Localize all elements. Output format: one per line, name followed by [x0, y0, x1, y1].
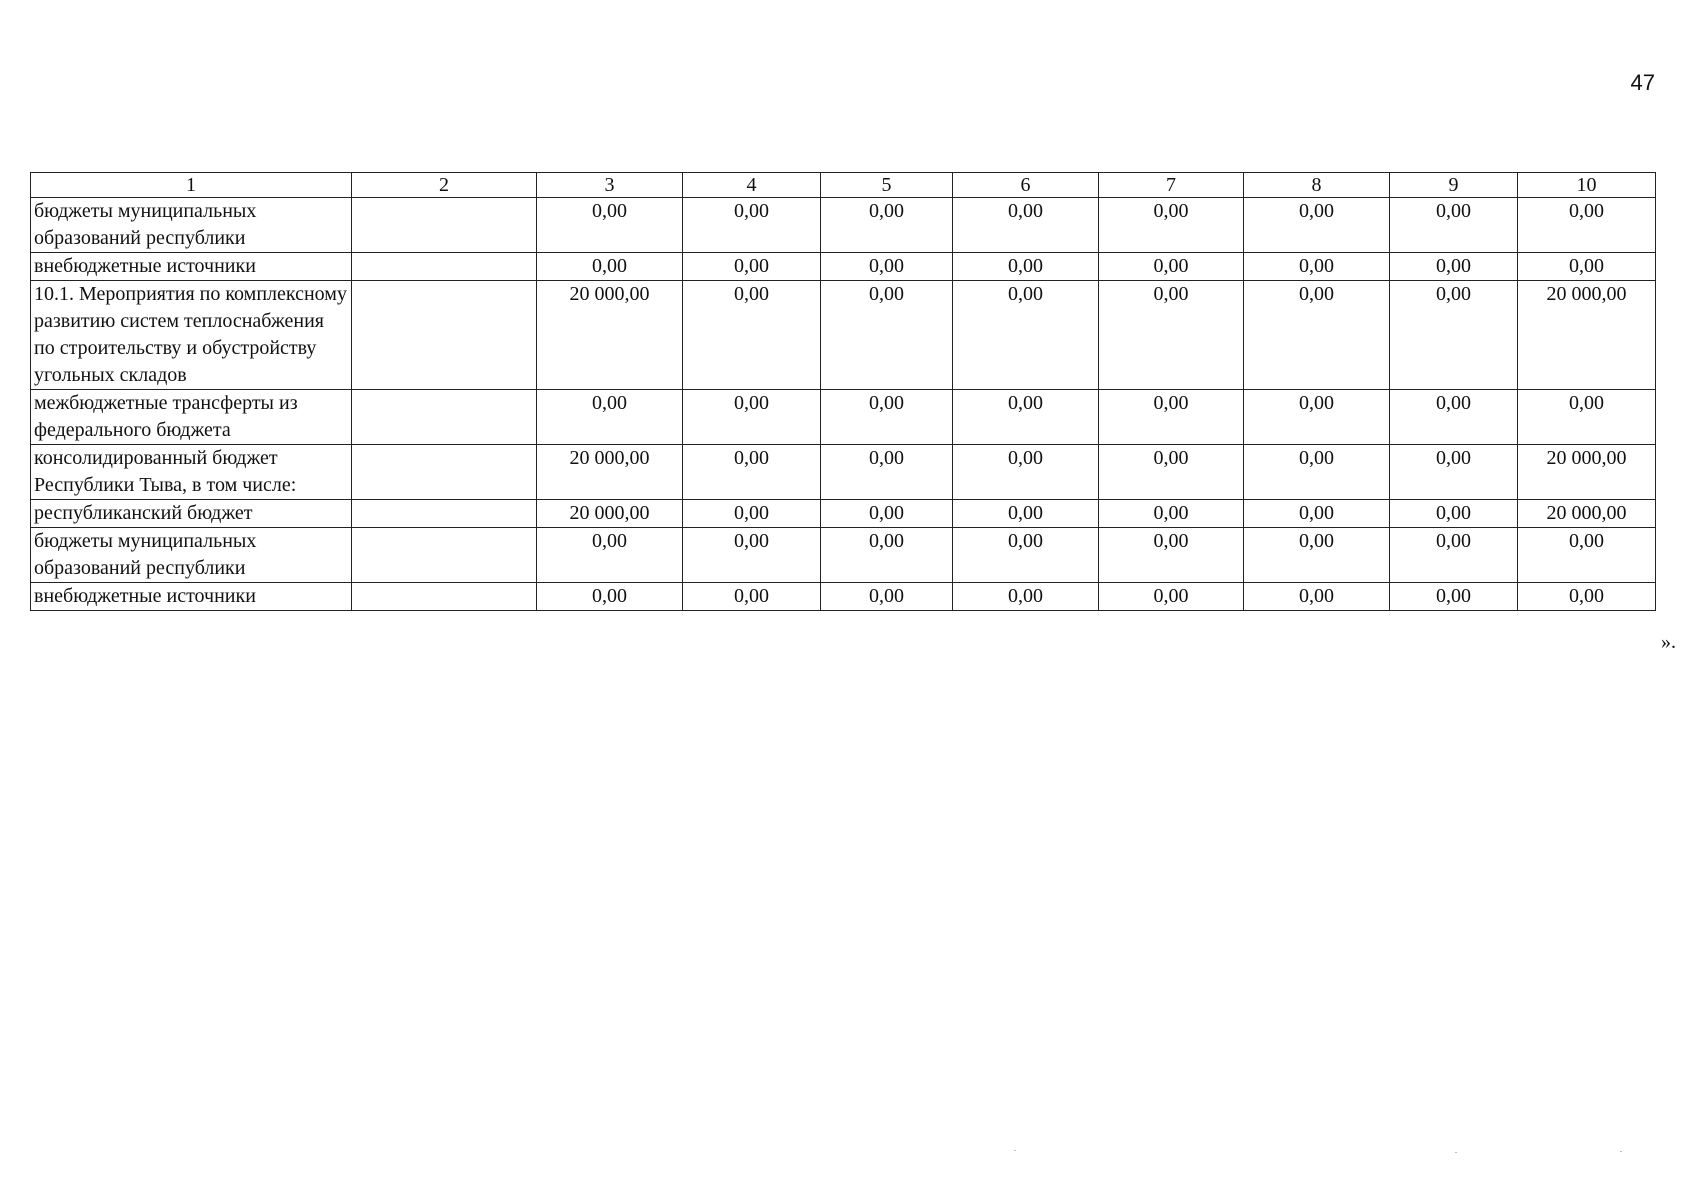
header-cell: 1 — [31, 173, 352, 198]
column-2-cell — [352, 445, 537, 500]
value-cell: 0,00 — [821, 445, 953, 500]
value-cell: 0,00 — [953, 253, 1099, 281]
value-cell: 0,00 — [1518, 528, 1656, 583]
table-row — [31, 253, 1656, 281]
value-cell: 0,00 — [1390, 198, 1518, 253]
value-cell: 0,00 — [1099, 445, 1244, 500]
value-cell: 0,00 — [821, 583, 953, 611]
header-cell: 2 — [352, 173, 537, 198]
value-cell: 0,00 — [953, 583, 1099, 611]
column-2-cell — [352, 528, 537, 583]
column-2-cell — [352, 390, 537, 445]
table-row — [31, 583, 1656, 611]
value-cell: 20 000,00 — [1518, 500, 1656, 528]
value-cell: 0,00 — [1244, 583, 1390, 611]
header-cell: 7 — [1099, 173, 1244, 198]
value-cell: 0,00 — [821, 390, 953, 445]
scan-speck — [1455, 1152, 1457, 1153]
value-cell: 0,00 — [537, 198, 683, 253]
value-cell: 0,00 — [1244, 528, 1390, 583]
header-cell: 6 — [953, 173, 1099, 198]
column-2-cell — [352, 253, 537, 281]
column-2-cell — [352, 198, 537, 253]
value-cell: 0,00 — [953, 281, 1099, 390]
value-cell: 0,00 — [821, 198, 953, 253]
value-cell: 0,00 — [821, 253, 953, 281]
value-cell: 0,00 — [821, 281, 953, 390]
row-label: внебюджетные источники — [31, 583, 352, 611]
value-cell: 0,00 — [821, 500, 953, 528]
value-cell: 0,00 — [1099, 390, 1244, 445]
table-row — [31, 445, 1656, 500]
value-cell: 0,00 — [683, 528, 821, 583]
value-cell: 0,00 — [683, 445, 821, 500]
value-cell: 0,00 — [953, 198, 1099, 253]
value-cell: 0,00 — [1518, 390, 1656, 445]
header-cell: 3 — [537, 173, 683, 198]
value-cell: 0,00 — [953, 445, 1099, 500]
value-cell: 0,00 — [1244, 253, 1390, 281]
value-cell: 20 000,00 — [537, 445, 683, 500]
scan-speck — [1014, 1150, 1016, 1151]
value-cell: 0,00 — [1099, 583, 1244, 611]
value-cell: 0,00 — [1390, 445, 1518, 500]
header-cell: 10 — [1518, 173, 1656, 198]
scan-speck — [1620, 1151, 1622, 1152]
header-cell: 9 — [1390, 173, 1518, 198]
value-cell: 0,00 — [1244, 390, 1390, 445]
value-cell: 0,00 — [537, 390, 683, 445]
value-cell: 0,00 — [1390, 281, 1518, 390]
row-label: консолидированный бюджет Республики Тыва, в том числе: — [31, 445, 352, 500]
column-2-cell — [352, 583, 537, 611]
row-label: республиканский бюджет — [31, 500, 352, 528]
table-row — [31, 528, 1656, 583]
row-label: межбюджетные трансферты из федерального бюджета — [31, 390, 352, 445]
row-label: внебюджетные источники — [31, 253, 352, 281]
value-cell: 0,00 — [1390, 253, 1518, 281]
value-cell: 0,00 — [683, 583, 821, 611]
value-cell: 20 000,00 — [537, 500, 683, 528]
value-cell: 0,00 — [1518, 583, 1656, 611]
value-cell: 0,00 — [1390, 583, 1518, 611]
value-cell: 0,00 — [683, 198, 821, 253]
value-cell: 0,00 — [1390, 500, 1518, 528]
value-cell: 0,00 — [953, 500, 1099, 528]
closing-quote-mark: ». — [1661, 631, 1676, 653]
value-cell: 0,00 — [953, 390, 1099, 445]
value-cell: 20 000,00 — [537, 281, 683, 390]
row-label: бюджеты муниципальных образований республики — [31, 528, 352, 583]
value-cell: 0,00 — [683, 500, 821, 528]
value-cell: 0,00 — [1099, 528, 1244, 583]
value-cell: 0,00 — [1390, 528, 1518, 583]
value-cell: 0,00 — [683, 281, 821, 390]
value-cell: 20 000,00 — [1518, 445, 1656, 500]
value-cell: 0,00 — [683, 390, 821, 445]
value-cell: 0,00 — [1518, 253, 1656, 281]
value-cell: 0,00 — [953, 528, 1099, 583]
row-label: 10.1. Мероприятия по комплексному развитию систем теплоснабжения по строительству и обустройству угольных складов — [31, 281, 352, 390]
value-cell: 0,00 — [683, 253, 821, 281]
table-row — [31, 198, 1656, 253]
column-2-cell — [352, 281, 537, 390]
value-cell: 0,00 — [1244, 500, 1390, 528]
value-cell: 0,00 — [537, 528, 683, 583]
value-cell: 0,00 — [821, 528, 953, 583]
value-cell: 0,00 — [537, 583, 683, 611]
table-body — [31, 198, 1656, 611]
value-cell: 0,00 — [1244, 281, 1390, 390]
value-cell: 0,00 — [1099, 281, 1244, 390]
value-cell: 0,00 — [537, 253, 683, 281]
row-label: бюджеты муниципальных образований республики — [31, 198, 352, 253]
header-cell: 5 — [821, 173, 953, 198]
header-cell: 4 — [683, 173, 821, 198]
table-row — [31, 500, 1656, 528]
page-number: 47 — [1630, 70, 1655, 95]
table-row — [31, 281, 1656, 390]
value-cell: 0,00 — [1390, 390, 1518, 445]
column-2-cell — [352, 500, 537, 528]
value-cell: 0,00 — [1244, 198, 1390, 253]
budget-table-container — [30, 172, 1655, 611]
value-cell: 0,00 — [1518, 198, 1656, 253]
value-cell: 0,00 — [1099, 500, 1244, 528]
value-cell: 20 000,00 — [1518, 281, 1656, 390]
value-cell: 0,00 — [1099, 253, 1244, 281]
table-row — [31, 390, 1656, 445]
value-cell: 0,00 — [1244, 445, 1390, 500]
header-row — [31, 173, 1656, 198]
value-cell: 0,00 — [1099, 198, 1244, 253]
budget-table — [30, 172, 1656, 611]
header-cell: 8 — [1244, 173, 1390, 198]
